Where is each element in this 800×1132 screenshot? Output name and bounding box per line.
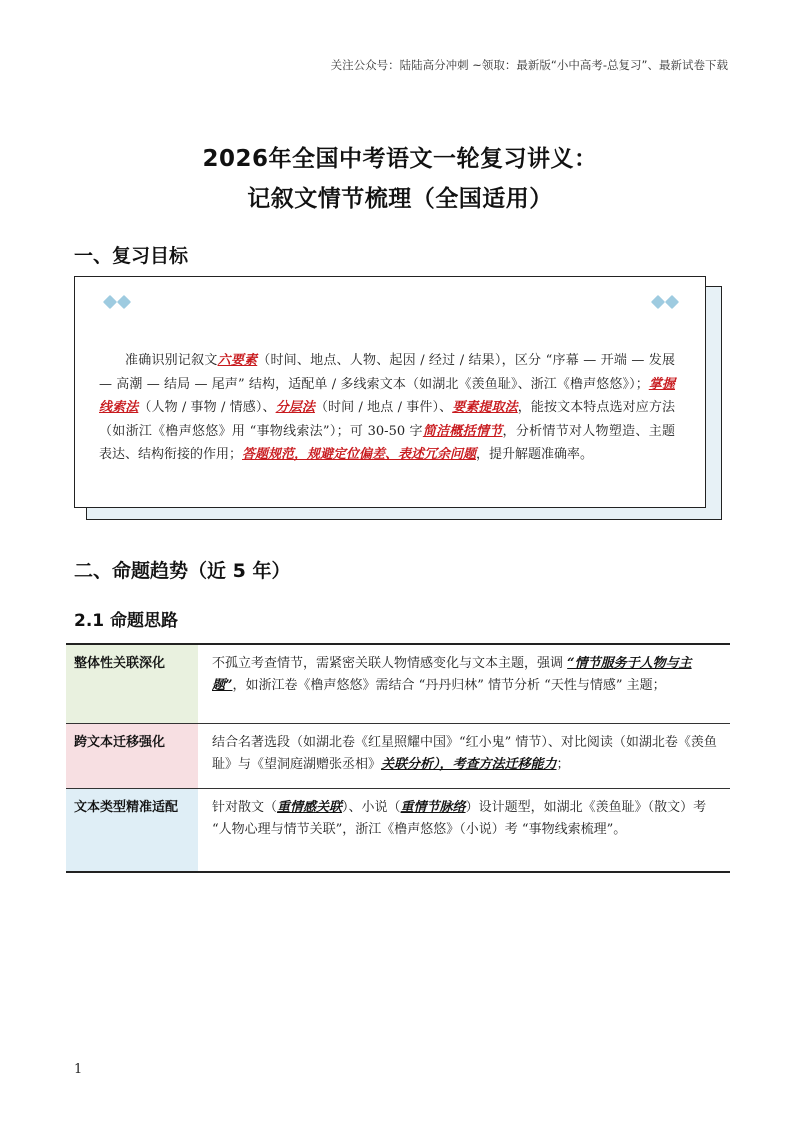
trend-table [66, 643, 730, 873]
diamond-ornament-icon [653, 297, 681, 307]
goal-box [74, 276, 706, 508]
section-heading-review-goals: 一、复习目标 [74, 245, 189, 267]
emphasis-element-extraction: 要素提取法 [452, 400, 518, 415]
table-row [66, 644, 730, 724]
emphasis-concise-summary: 简洁概括情节 [422, 423, 503, 439]
emphasis-six-elements: 六要素 [217, 353, 258, 368]
row-content: 针对散文（重情感关联）、小说（重情节脉络）设计题型，如湖北《羡鱼耻》（散文）考 “人物心理与情节关联”，浙江《橹声悠悠》（小说）考 “事物线索梳理”。 [198, 789, 730, 873]
table-row [66, 789, 730, 873]
emphasis-layer-method: 分层法 [275, 400, 315, 415]
sub-heading-approach: 2.1 命题思路 [74, 611, 179, 631]
emphasis-clue-method: 掌握线索法 [99, 376, 675, 415]
document-title-line1: 2026年全国中考语文一轮复习讲义： [202, 146, 598, 172]
goal-paragraph: 准确识别记叙文六要素（时间、地点、人物、起因 / 经过 / 结果），区分 “序幕 — 开端 — 发展 — 高潮 — 结局 — 尾声” 结构，适配单 / 多线索文本（如湖北《羡鱼耻》、浙江《橹声悠悠》）；掌握线索法（人物 / 事物 / 情感）、分层法（时间 / 地点 / 事件）、要素提取法，能按文本特点选对应方法（如浙江《橹声悠悠》用 “事物线索法”）；可 30-50 字简洁概括情节，分析情节对人物塑造、主题表达、结构衔接的作用；答题规范，规避定位偏差、表述冗余问题，提升解题准确率。 [99, 353, 675, 462]
page-number: 1 [74, 1062, 83, 1077]
section-heading-trends: 二、命题趋势（近 5 年） [74, 560, 291, 582]
table-row [66, 724, 730, 789]
row-label: 文本类型精准适配 [66, 789, 198, 873]
row-label: 整体性关联深化 [66, 644, 198, 724]
row-label: 跨文本迁移强化 [66, 724, 198, 789]
document-title-line2: 记叙文情节梳理（全国适用） [247, 186, 553, 212]
header-note: 关注公众号：陆陆高分冲刺 ~领取：最新版“小中高考-总复习”、最新试卷下载 [330, 58, 728, 72]
diamond-ornament-icon [105, 297, 133, 307]
row-content: 结合名著选段（如湖北卷《红星照耀中国》“红小鬼” 情节）、对比阅读（如湖北卷《羡鱼耻》与《望洞庭湖赠张丞相》关联分析），考查方法迁移能力； [198, 724, 730, 789]
row-content: 不孤立考查情节，需紧密关联人物情感变化与文本主题，强调 “情节服务于人物与主题”，如浙江卷《橹声悠悠》需结合 “丹丹归林” 情节分析 “天性与情感” 主题； [212, 656, 692, 693]
emphasis-answer-norms: 答题规范，规避定位偏差、表述冗余问题 [242, 447, 477, 462]
